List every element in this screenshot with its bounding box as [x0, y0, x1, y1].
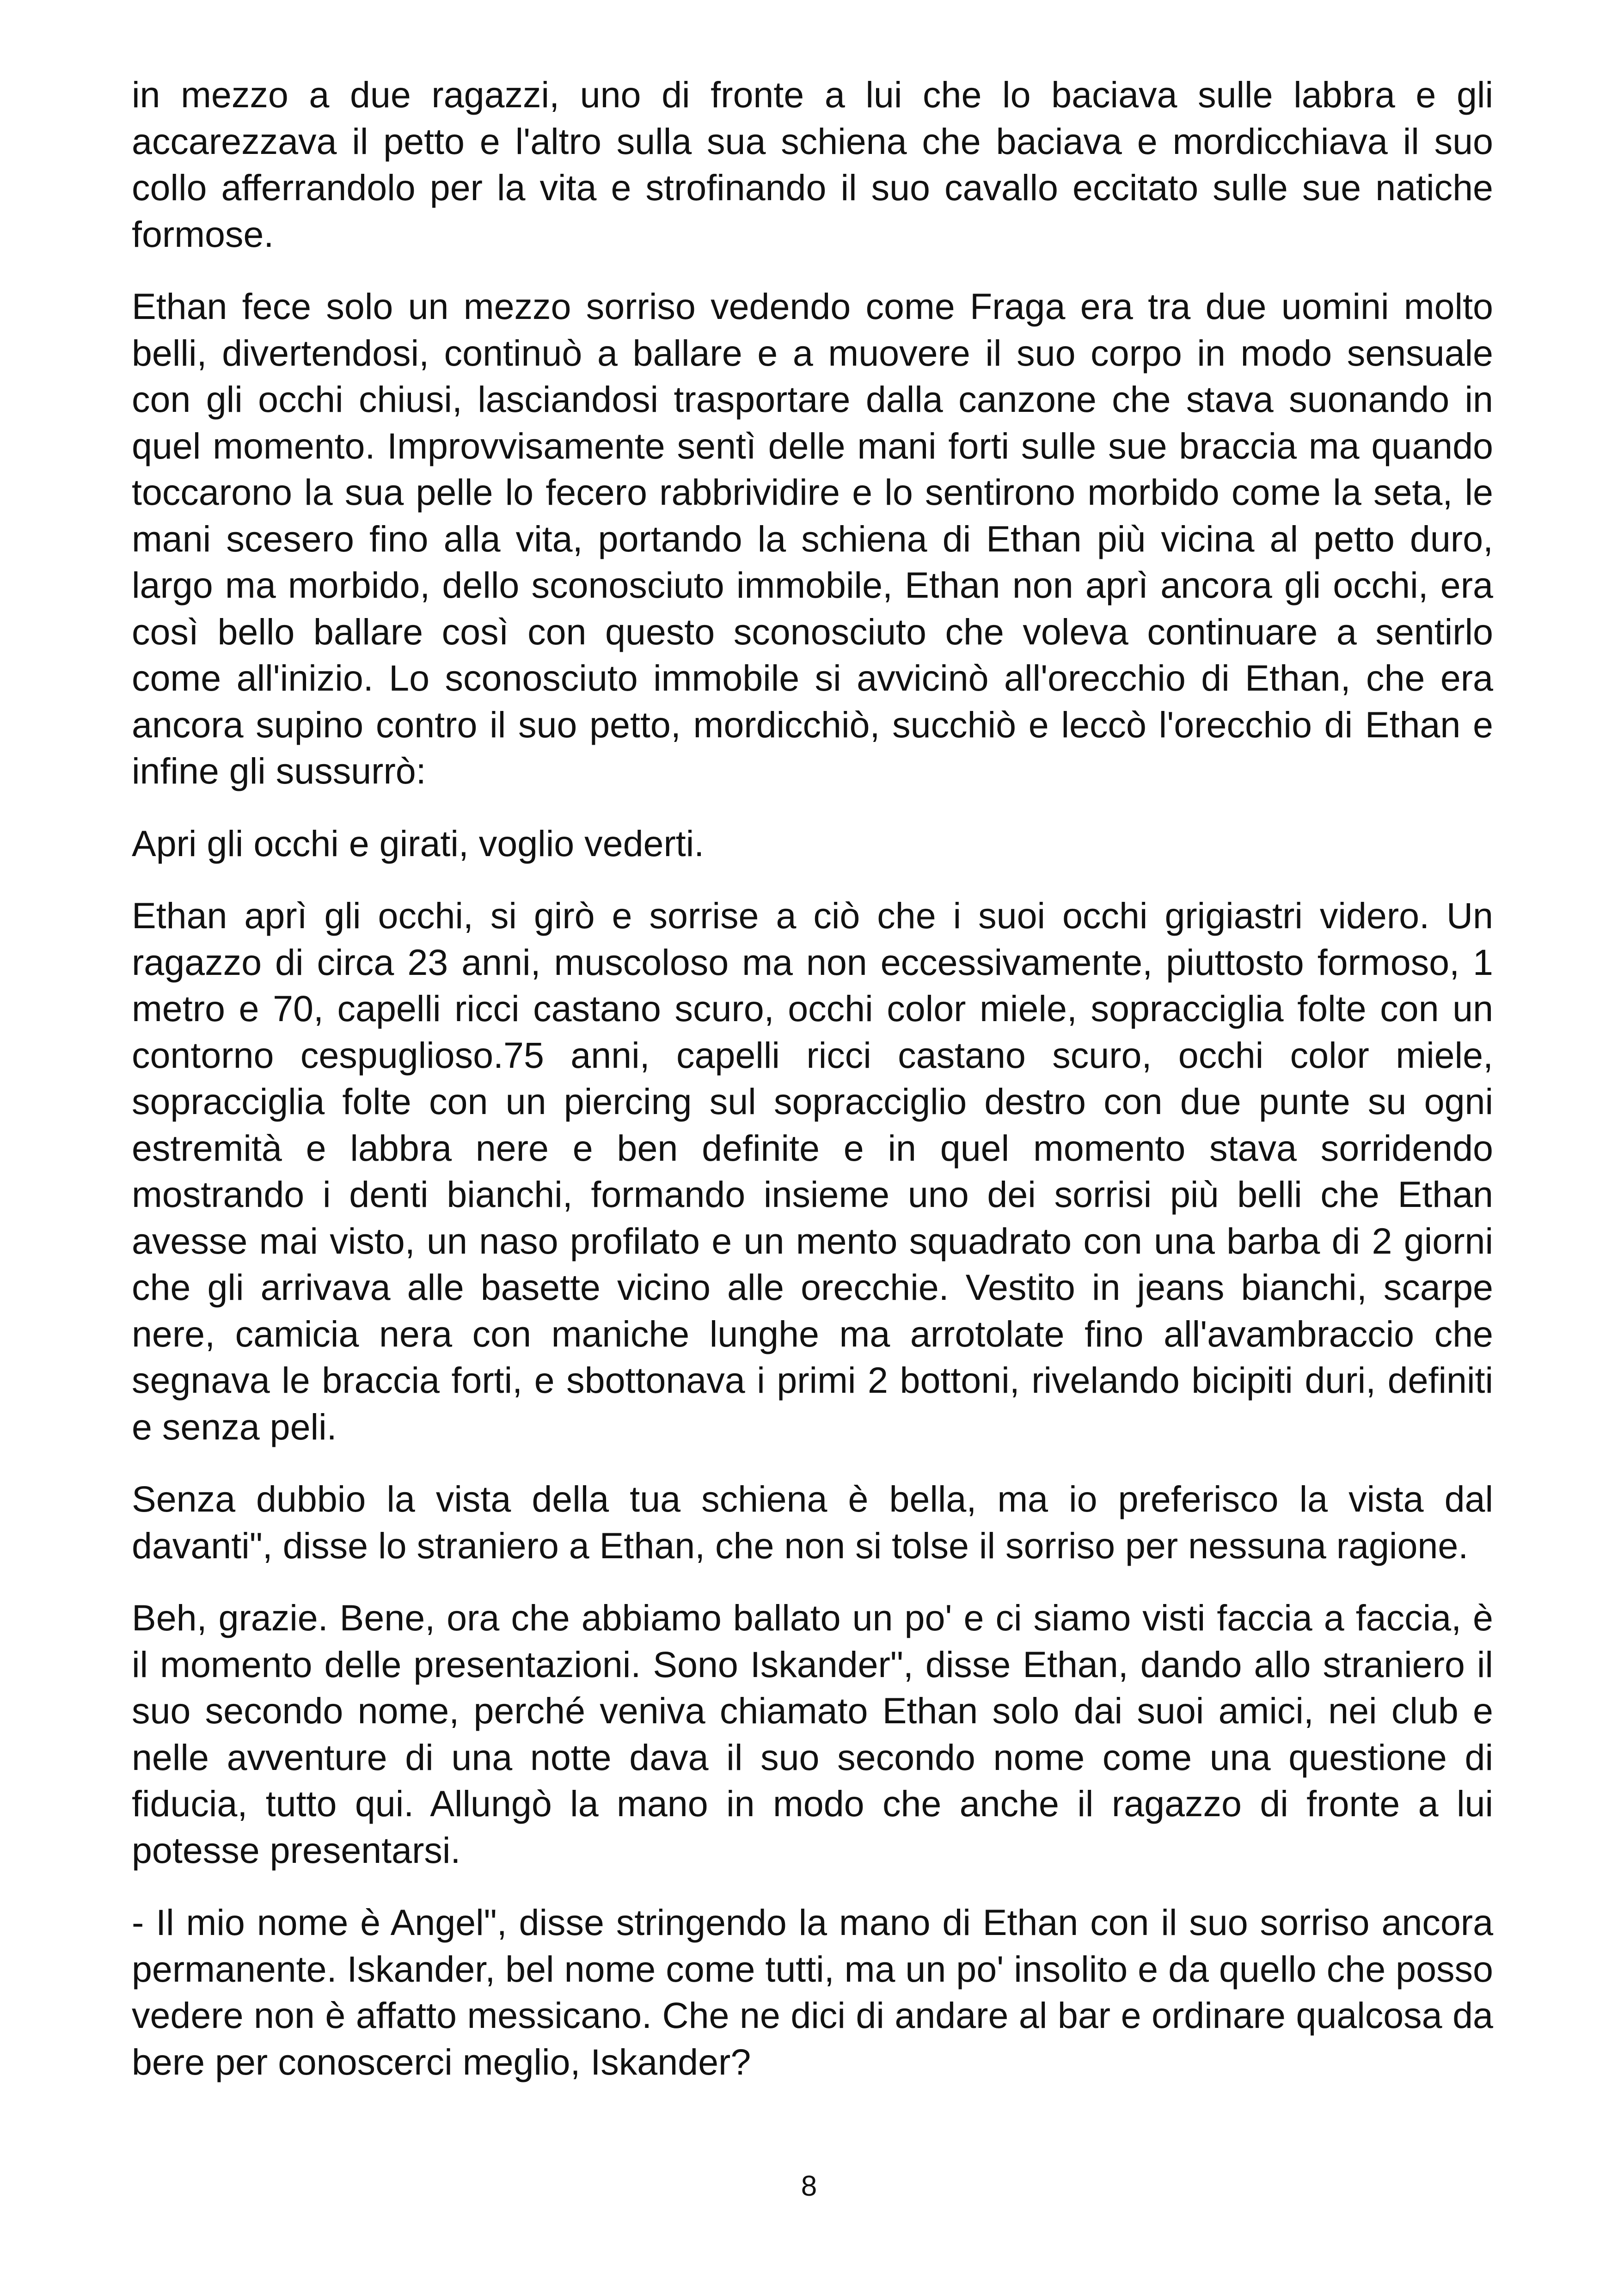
- paragraph-5: Senza dubbio la vista della tua schiena è bella, ma io preferisco la vista dal davanti", disse lo straniero a Ethan, che non si tolse il sorriso per nessuna ragione.: [132, 1478, 1493, 1566]
- page-body: [132, 72, 1493, 2111]
- page-number: 8: [801, 2170, 817, 2202]
- paragraph-6: Beh, grazie. Bene, ora che abbiamo ballato un po' e ci siamo visti faccia a faccia, è il momento delle presentazioni. Sono Iskander", disse Ethan, dando allo straniero il suo secondo nome, perché veniva chiamato Ethan solo dai suoi amici, nei club e nelle avventure di una notte dava il suo secondo nome come una questione di fiducia, tutto qui. Allungò la mano in modo che anche il ragazzo di fronte a lui potesse presentarsi.: [132, 1597, 1493, 1871]
- paragraph-7: - Il mio nome è Angel", disse stringendo la mano di Ethan con il suo sorriso ancora permanente. Iskander, bel nome come tutti, ma un po' insolito e da quello che posso vedere non è affatto messicano. Che ne dici di andare al bar e ordinare qualcosa da bere per conoscerci meglio, Iskander?: [132, 1902, 1493, 2082]
- paragraph-3: Apri gli occhi e girati, voglio vederti.: [132, 822, 705, 864]
- paragraph-1: in mezzo a due ragazzi, uno di fronte a lui che lo baciava sulle labbra e gli accarezzava il petto e l'altro sulla sua schiena che baciava e mordicchiava il suo collo afferrandolo per la vita e strofinando il suo cavallo eccitato sulle sue natiche formose.: [132, 74, 1493, 255]
- paragraph-4: Ethan aprì gli occhi, si girò e sorrise a ciò che i suoi occhi grigiastri videro. Un ragazzo di circa 23 anni, muscoloso ma non eccessivamente, piuttosto formoso, 1 metro e 70, capelli ricci castano scuro, occhi color miele, sopracciglia folte con un contorno cespuglioso.75 anni, capelli ricci castano scuro, occhi color miele, sopracciglia folte con un piercing sul sopracciglio destro con due punte su ogni estremità e labbra nere e ben definite e in quel momento stava sorridendo mostrando i denti bianchi, formando insieme uno dei sorrisi più belli che Ethan avesse mai visto, un naso profilato e un mento squadrato con una barba di 2 giorni che gli arrivava alle basette vicino alle orecchie. Vestito in jeans bianchi, scarpe nere, camicia nera con maniche lunghe ma arrotolate fino all'avambraccio che segnava le braccia forti, e sbottonava i primi 2 bottoni, rivelando bicipiti duri, definiti e senza peli.: [132, 895, 1493, 1447]
- paragraph-2: Ethan fece solo un mezzo sorriso vedendo come Fraga era tra due uomini molto belli, divertendosi, continuò a ballare e a muovere il suo corpo in modo sensuale con gli occhi chiusi, lasciandosi trasportare dalla canzone che stava suonando in quel momento. Improvvisamente sentì delle mani forti sulle sue braccia ma quando toccarono la sua pelle lo fecero rabbrividire e lo sentirono morbido come la seta, le mani scesero fino alla vita, portando la schiena di Ethan più vicina al petto duro, largo ma morbido, dello sconosciuto immobile, Ethan non aprì ancora gli occhi, era così bello ballare così con questo sconosciuto che voleva continuare a sentirlo come all'inizio. Lo sconosciuto immobile si avvicinò all'orecchio di Ethan, che era ancora supino contro il suo petto, mordicchiò, succhiò e leccò l'orecchio di Ethan e infine gli sussurrò:: [132, 286, 1493, 791]
